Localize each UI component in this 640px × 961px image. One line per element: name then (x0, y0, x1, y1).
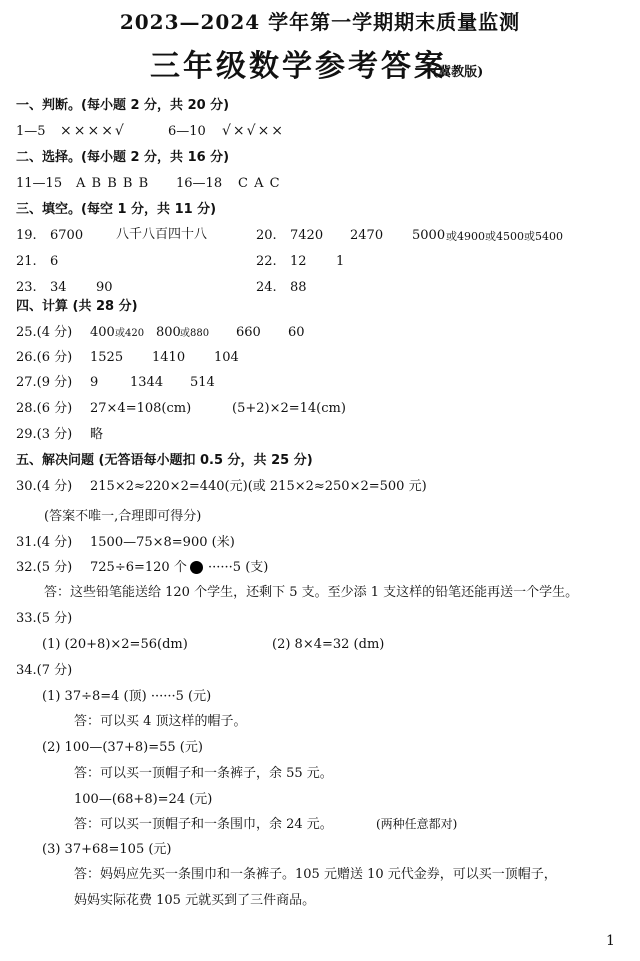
q27-answer-c: 514 (190, 375, 215, 390)
q27-answer-a: 9 (90, 375, 99, 390)
q21-answer: 6 (50, 254, 59, 269)
q20-answer-c-alternatives: 或4900或4500或5400 (446, 230, 563, 243)
ink-blot-mark (190, 561, 203, 574)
q25-answer-a: 400 (90, 325, 115, 340)
q20-answer-c: 5000 (412, 228, 446, 243)
q31-answer: 1500—75×8=900 (米) (90, 535, 235, 550)
answer-key-title: 三年级数学参考答案 (150, 49, 447, 84)
q34-part-2-answer: 答：可以买一顶帽子和一条裤子，余 55 元。 (74, 766, 333, 781)
q24-answer: 88 (290, 280, 307, 295)
q31-label: 31.(4 分) (16, 535, 73, 550)
q32-answer-calc: 725÷6=120 个 (90, 560, 187, 575)
q21-number: 21. (16, 254, 37, 269)
q34-part-3-answer-line1: 答：妈妈应先买一条围巾和一条裤子。105 元赠送 10 元代金券，可以买一顶帽子， (74, 867, 557, 882)
q16-18-range: 16—18 (176, 176, 223, 191)
q20-answer-b: 2470 (350, 228, 384, 243)
q23-answer-b: 90 (96, 280, 113, 295)
q22-number: 22. (256, 254, 277, 269)
q11-15-answers: A B B B B (76, 176, 150, 191)
q25-answer-b-alt: 或880 (180, 328, 210, 339)
q25-label: 25.(4 分) (16, 325, 73, 340)
q22-answer-b: 1 (336, 254, 345, 269)
q25-answer-a-alt: 或420 (115, 328, 145, 339)
q34-label: 34.(7 分) (16, 663, 73, 678)
q19-number: 19. (16, 228, 37, 243)
q26-answer-b: 1410 (152, 350, 186, 365)
q20-answer-a: 7420 (290, 228, 324, 243)
q6-10-answers: √×√×× (222, 123, 286, 139)
q20-number: 20. (256, 228, 277, 243)
q29-answer: 略 (90, 427, 104, 442)
section-4-heading: 四、计算 (共 28 分) (16, 299, 138, 314)
q34-part-2-calc-alt: 100—(68+8)=24 (元) (74, 792, 213, 807)
section-3-heading: 三、填空。(每空 1 分，共 11 分) (16, 202, 217, 217)
exam-title: 2023—2024 学年第一学期期末质量监测 (119, 10, 521, 34)
q29-label: 29.(3 分) (16, 427, 73, 442)
q23-answer-a: 34 (50, 280, 67, 295)
q26-answer-a: 1525 (90, 350, 124, 365)
q32-answer-remainder: ······5 (支) (208, 560, 269, 575)
q30-note: (答案不唯一,合理即可得分) (44, 509, 202, 524)
q34-part-2-note: (两种任意都对) (376, 817, 458, 831)
q30-answer: 215×2≈220×2=440(元)(或 215×2≈250×2=500 元) (90, 479, 427, 494)
q25-answer-b: 800 (156, 325, 181, 340)
q34-part-2-calc: (2) 100—(37+8)=55 (元) (42, 740, 203, 755)
q33-part-2: (2) 8×4=32 (dm) (272, 637, 385, 652)
section-5-heading: 五、解决问题 (无答语每小题扣 0.5 分，共 25 分) (16, 453, 313, 468)
q27-label: 27.(9 分) (16, 375, 73, 390)
q27-answer-b: 1344 (130, 375, 164, 390)
q1-5-range: 1—5 (16, 124, 46, 139)
q25-answer-c: 660 (236, 325, 261, 340)
section-2-heading: 二、选择。(每小题 2 分，共 16 分) (16, 150, 230, 165)
q19-answer-a: 6700 (50, 228, 84, 243)
q34-part-3-answer-line2: 妈妈实际花费 105 元就买到了三件商品。 (74, 893, 316, 908)
q16-18-answers: C A C (238, 176, 281, 191)
q11-15-range: 11—15 (16, 176, 63, 191)
q34-part-2-answer-alt: 答：可以买一顶帽子和一条围巾，余 24 元。 (74, 817, 333, 832)
section-1-heading: 一、判断。(每小题 2 分，共 20 分) (16, 98, 230, 113)
q1-5-answers: ××××√ (60, 123, 126, 139)
q19-answer-b: 八千八百四十八 (116, 227, 208, 242)
q26-answer-c: 104 (214, 350, 239, 365)
edition-label: (冀教版) (432, 65, 484, 80)
q33-label: 33.(5 分) (16, 611, 73, 626)
page-number: 1 (606, 933, 615, 949)
q23-number: 23. (16, 280, 37, 295)
q25-answer-d: 60 (288, 325, 305, 340)
q33-part-1: (1) (20+8)×2=56(dm) (42, 637, 188, 652)
q32-answer-sentence: 答：这些铅笔能送给 120 个学生，还剩下 5 支。至少添 1 支这样的铅笔还能再送一个学生。 (44, 585, 579, 600)
q26-label: 26.(6 分) (16, 350, 73, 365)
q6-10-range: 6—10 (168, 124, 206, 139)
q24-number: 24. (256, 280, 277, 295)
q34-part-1-calc: (1) 37÷8=4 (顶) ······5 (元) (42, 689, 212, 704)
q34-part-3-calc: (3) 37+68=105 (元) (42, 842, 172, 857)
q28-answer-a: 27×4=108(cm) (90, 401, 192, 416)
q22-answer-a: 12 (290, 254, 307, 269)
q30-label: 30.(4 分) (16, 479, 73, 494)
q32-label: 32.(5 分) (16, 560, 73, 575)
q28-label: 28.(6 分) (16, 401, 73, 416)
q34-part-1-answer: 答：可以买 4 顶这样的帽子。 (74, 714, 247, 729)
q28-answer-b: (5+2)×2=14(cm) (232, 401, 346, 416)
